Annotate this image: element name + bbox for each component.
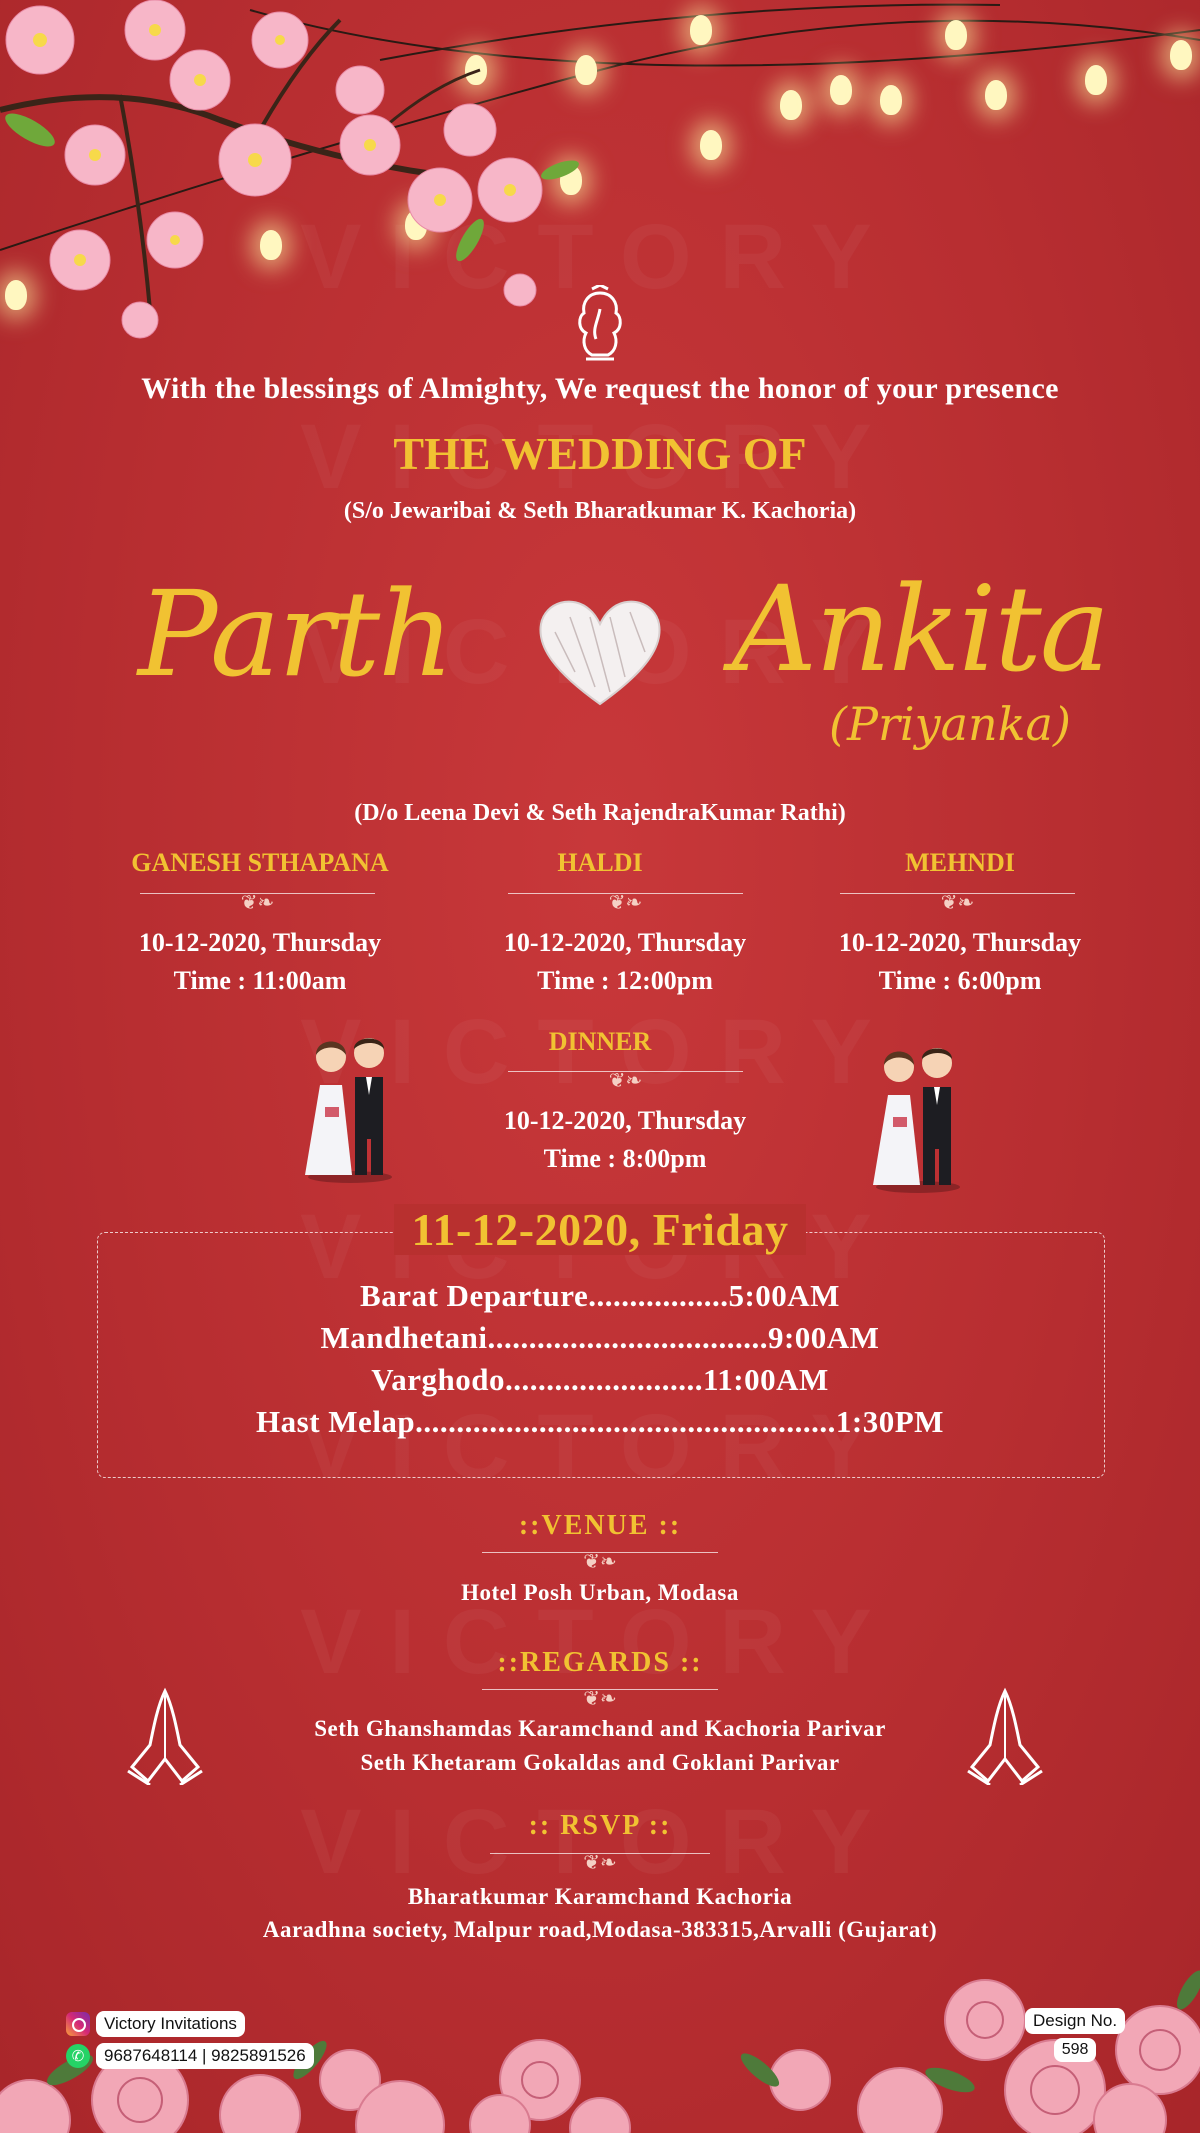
light-bulb	[830, 75, 852, 105]
event-time: Time : 8:00pm	[543, 1144, 707, 1173]
ornament-divider: ❦❧	[583, 1850, 617, 1874]
light-bulb	[1085, 65, 1107, 95]
light-bulb	[780, 90, 802, 120]
schedule-row: Barat Departure.................5:00AM	[360, 1278, 840, 1313]
event-time: Time : 12:00pm	[537, 966, 713, 995]
schedule-row: Hast Melap...................................................1:30PM	[256, 1404, 944, 1439]
bride-alias: (Priyanka)	[829, 697, 1071, 751]
footer-whatsapp[interactable]	[66, 2043, 314, 2069]
roses-border	[0, 1950, 1200, 2133]
instagram-icon	[66, 2012, 90, 2036]
event-title: HALDI	[557, 848, 643, 877]
schedule-row: Mandhetani..................................9:00AM	[320, 1320, 880, 1355]
design-number: 598	[1054, 2038, 1097, 2062]
cherry-blossom-branch	[0, 0, 620, 340]
event-title: GANESH STHAPANA	[131, 848, 389, 877]
bride-parents: (D/o Leena Devi & Seth RajendraKumar Rathi)	[354, 800, 846, 826]
whatsapp-icon: ✆	[66, 2044, 90, 2068]
bride-name: Ankita	[731, 560, 1109, 698]
rsvp-title: :: RSVP ::	[528, 1810, 672, 1841]
ornament-divider: ❦❧	[583, 1549, 617, 1573]
couple-illustration	[868, 1025, 968, 1195]
regards-title: ::REGARDS ::	[497, 1647, 703, 1678]
whatsapp-numbers: 9687648114 | 9825891526	[96, 2043, 314, 2069]
ornament-divider: ❦❧	[583, 1686, 617, 1710]
event-date: 10-12-2020, Thursday	[138, 928, 382, 957]
venue-text: Hotel Posh Urban, Modasa	[461, 1580, 739, 1605]
event-time: Time : 11:00am	[173, 966, 347, 995]
ornament-divider: ❦❧	[240, 890, 275, 914]
instagram-handle: Victory Invitations	[96, 2011, 245, 2037]
event-date: 10-12-2020, Thursday	[838, 928, 1082, 957]
event-time: Time : 6:00pm	[878, 966, 1042, 995]
light-bulb	[985, 80, 1007, 110]
wedding-of-title: THE WEDDING OF	[393, 428, 807, 479]
regards-line: Seth Khetaram Gokaldas and Goklani Parivar	[360, 1750, 840, 1775]
rsvp-line: Bharatkumar Karamchand Kachoria	[407, 1884, 793, 1909]
ornament-divider: ❦❧	[608, 890, 643, 914]
ganesha-icon	[572, 285, 628, 365]
namaste-hands-icon	[120, 1685, 210, 1785]
regards-line: Seth Ghanshamdas Karamchand and Kachoria Parivar	[314, 1716, 886, 1741]
venue-title: ::VENUE ::	[518, 1510, 682, 1541]
light-bulb	[700, 130, 722, 160]
main-day-date: 11-12-2020, Friday	[394, 1204, 807, 1255]
event-date: 10-12-2020, Thursday	[503, 928, 747, 957]
schedule-row: Varghodo........................11:00AM	[371, 1362, 829, 1397]
light-bulb	[690, 15, 712, 45]
event-date: 10-12-2020, Thursday	[503, 1106, 747, 1135]
rsvp-line: Aaradhna society, Malpur road,Modasa-383315,Arvalli (Gujarat)	[262, 1917, 938, 1942]
ornament-divider: ❦❧	[608, 1068, 643, 1092]
ornament-divider: ❦❧	[940, 890, 975, 914]
couple-illustration	[300, 1015, 400, 1185]
groom-parents: (S/o Jewaribai & Seth Bharatkumar K. Kachoria)	[343, 498, 857, 524]
heart-icon	[535, 592, 665, 710]
light-bulb	[1170, 40, 1192, 70]
design-label: Design No.	[1025, 2008, 1125, 2034]
footer-instagram[interactable]	[66, 2011, 245, 2037]
groom-name: Parth	[137, 565, 453, 703]
event-title: DINNER	[548, 1027, 652, 1056]
watermark-brand	[0, 1790, 1200, 1895]
namaste-hands-icon	[960, 1685, 1050, 1785]
design-number-badge	[1025, 2008, 1125, 2062]
light-bulb	[945, 20, 967, 50]
light-bulb	[880, 85, 902, 115]
event-title: MEHNDI	[905, 848, 1015, 877]
blessing-text: With the blessings of Almighty, We request the honor of your presence	[141, 372, 1059, 405]
